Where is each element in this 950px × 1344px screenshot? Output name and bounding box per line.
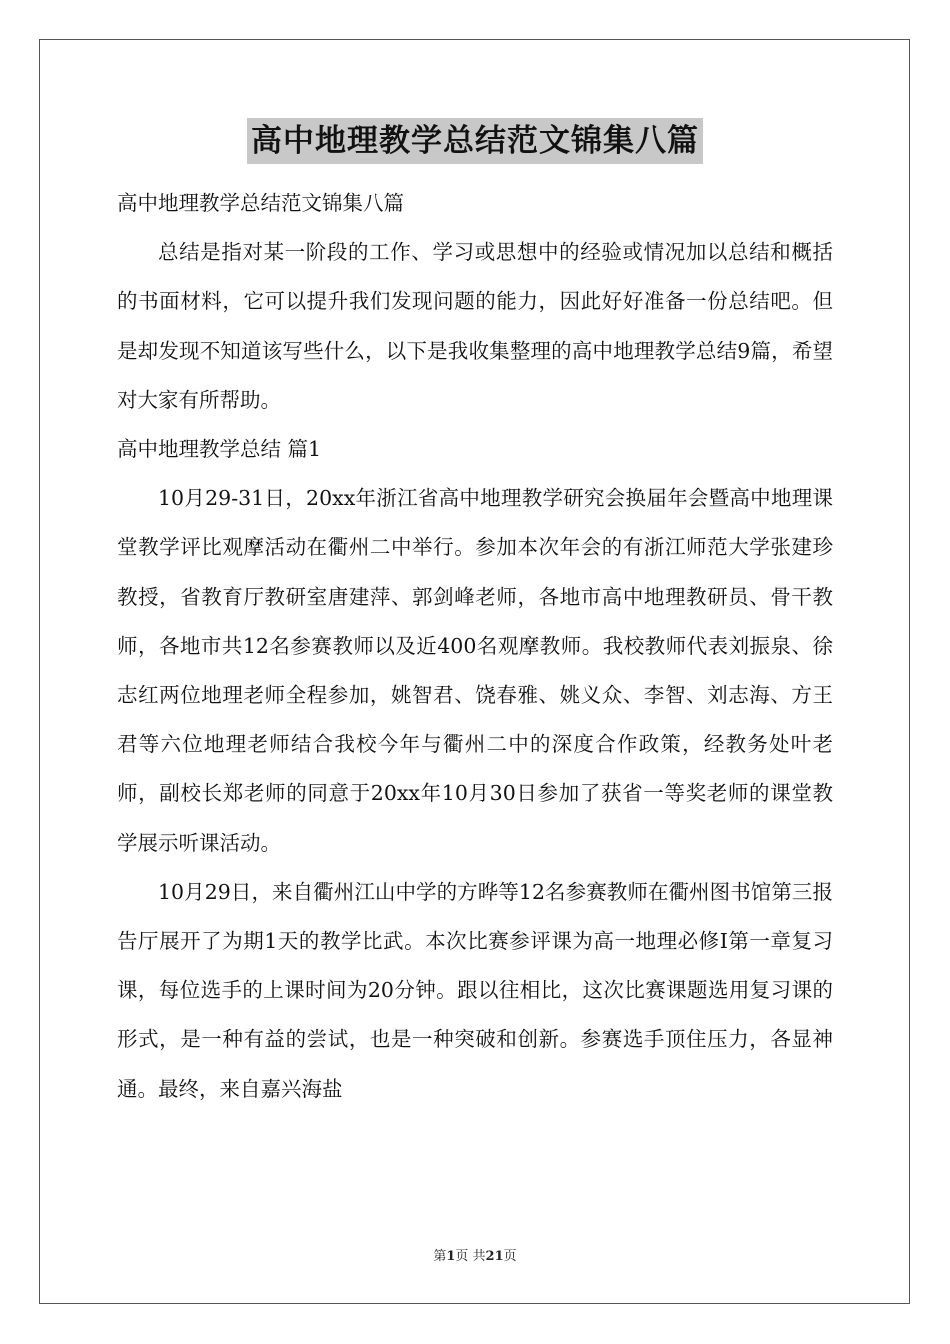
page-prefix: 第 <box>433 1249 447 1264</box>
page-current: 1 <box>446 1249 456 1264</box>
section-heading: 高中地理教学总结 篇1 <box>117 437 322 462</box>
body-paragraph: 10月29-31日，20xx年浙江省高中地理教学研究会换届年会暨高中地理课堂教学评比观摩活动在衢州二中举行。参加本次年会的有浙江师范大学张建珍教授，省教育厅教研室唐建萍、郭剑峰老师，各地市高中地理教研员、骨干教师，各地市共12名参赛教师以及近400名观摩教师。我校教师代表刘振泉、徐志红两位地理老师全程参加，姚智君、饶春雅、姚义众、李智、刘志海、方王君等六位地理老师结合我校今年与衢州二中的深度合作政策，经教务处叶老师，副校长郑老师的同意于20xx年10月30日参加了获省一等奖老师的课堂教学展示听课活动。 <box>117 486 833 855</box>
page-mid: 页 共 <box>455 1249 486 1264</box>
page-suffix: 页 <box>503 1249 517 1264</box>
intro-paragraph: 总结是指对某一阶段的工作、学习或思想中的经验或情况加以总结和概括的书面材料，它可以提升我们发现问题的能力，因此好好准备一份总结吧。但是却发现不知道该写些什么，以下是我收集整理的高中地理教学总结9篇，希望对大家有所帮助。 <box>117 240 833 412</box>
document-title: 高中地理教学总结范文锦集八篇 <box>247 118 703 164</box>
title-container <box>0 118 950 164</box>
page-total: 21 <box>485 1249 504 1264</box>
subtitle-paragraph: 高中地理教学总结范文锦集八篇 <box>117 191 404 215</box>
page-footer <box>0 1245 950 1264</box>
body-paragraph: 10月29日，来自衢州江山中学的方晔等12名参赛教师在衢州图书馆第三报告厅展开了为期1天的教学比武。本次比赛参评课为高一地理必修Ⅰ第一章复习课，每位选手的上课时间为20分钟。跟以往相比，这次比赛课题选用复习课的形式，是一种有益的尝试，也是一种突破和创新。参赛选手顶住压力，各显神通。最终，来自嘉兴海盐 <box>117 879 833 1101</box>
document-body <box>117 179 833 1114</box>
